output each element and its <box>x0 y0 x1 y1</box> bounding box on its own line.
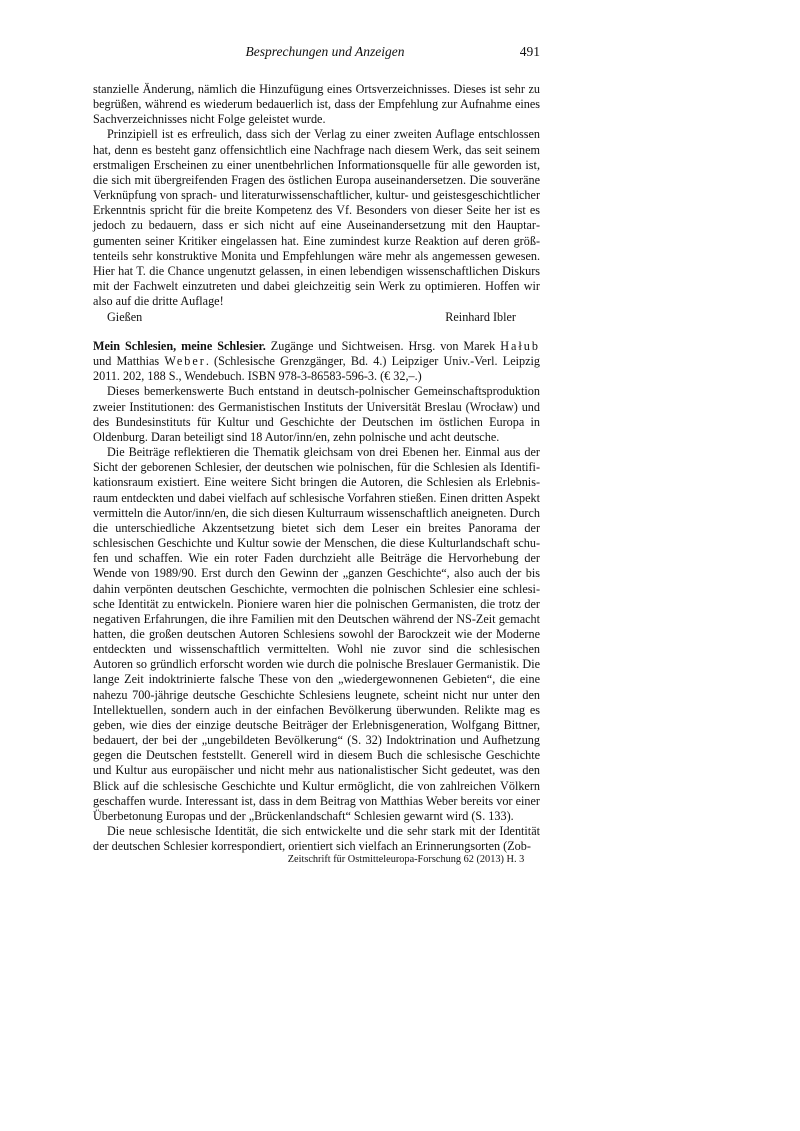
citation-text: und Matthias <box>93 354 165 369</box>
journal-footer: Zeitschrift für Ostmitteleuropa-Forschung 62 (2013) H. 3 <box>287 854 525 865</box>
review2-paragraph-3: Die neue schlesische Identität, die sich entwickelte und die sehr stark mit der Identität der deutschen Schlesier korrespondiert, orientiert sich vielfach an Erinnerungsorten (Zob- <box>93 824 540 854</box>
review-continuation <box>93 82 540 326</box>
review2-paragraph-1: Dieses bemerkenswerte Buch entstand in deutsch-polnischer Gemeinschaftsproduktion zweier Institutionen: des Germanistischen Instituts der Universität Breslau (Wrocław) und des Bundesinstituts für Kultur und Geschichte der Deutschen im östlichen Europa in Oldenburg. Daran beteiligt sind 18 Autor/inn/en, zehn polnische und acht deutsche. <box>93 384 540 444</box>
editor-surname: Hałub <box>500 339 540 353</box>
review-mein-schlesien <box>93 339 540 854</box>
review1-paragraph-2: Prinzipiell ist es erfreulich, dass sich der Verlag zu einer zweiten Auflage entschlossen hat, denn es besteht ganz offensichtlich eine Nachfrage nach diesem Werk, das seit seinem erstmaligen Erscheinen zu einer unentbehrlichen Informationsquelle für alle geworden ist, die sich mit übergreifenden Fragen des östlichen Europa auseinandersetzen. Die souveräne Verknüpfung von sprach- und literaturwissenschaftlicher, kultur- und geistesgeschichtlicher Erkenntnis spricht für die breite Kompetenz des Vf. Besonders von dieser Seite her ist es jedoch zu bedauern, dass er sich nicht auf eine Auseinandersetzung mit den Hauptargumenten seiner Kritiker eingelassen hat. Eine zumindest kurze Reaktion auf deren größtenteils sehr konstruktive Monita und Empfehlungen wäre mehr als angemessen gewesen. Hier hat T. die Chance ungenutzt gelassen, in einen lebendigen wissenschaftlichen Diskurs mit der Fachwelt einzutreten und dabei gleichzeitig sein Werk zu optimieren. Hoffen wir also auf die dritte Auflage! <box>93 127 540 309</box>
running-title: Besprechungen und Anzeigen <box>245 44 405 59</box>
editor-surname: Weber <box>164 354 206 369</box>
reviewer-place: Gießen <box>107 310 143 325</box>
running-header <box>110 44 540 66</box>
book-title: Mein Schlesien, meine Schlesier. <box>93 339 266 353</box>
review1-paragraph-1: stanzielle Änderung, nämlich die Hinzufügung eines Ortsverzeichnisses. Dieses ist sehr zu begrüßen, während es wiederum bedauerlich ist, dass der Empfehlung zur Aufnahme eines Sachverzeichnisses nicht Folge geleistet wurde. <box>93 82 540 127</box>
review2-paragraph-2: Die Beiträge reflektieren die Thematik gleichsam von drei Ebenen her. Einmal aus der Sicht der geborenen Schlesier, der deutschen wie polnischen, für die Schlesien als Identifikationsraum existiert. Eine weitere Sicht bringen die Autoren, die Schlesien als Erlebnisraum entdeckten und dabei vielfach auf schlesische Vorfahren stießen. Einen dritten Aspekt vermitteln die Autor/inn/en, die sich diesen Kulturraum wissenschaftlich aneigneten. Durch die unterschiedliche Akzentsetzung bietet sich dem Leser ein breites Panorama der schlesischen Geschichte und Kultur sowie der Menschen, die diese Kulturlandschaft schufen und schaffen. Wie ein roter Faden durchzieht alle Beiträge die Hervorhebung der Wende von 1989/90. Erst durch den Gewinn der „ganzen Geschichte“, also auch der bis dahin verpönten deutschen Geschichte, vermochten die polnischen Schlesier eine schlesische Identität zu entwickeln. Pioniere waren hier die polnischen Germanisten, die trotz der negativen Erfahrungen, die ihre Familien mit den Deutschen während der NS-Zeit gemacht hatten, die großen deutschen Autoren Schlesiens sowohl der Barockzeit wie der Moderne entdeckten und wissenschaftlich vermittelten. Wohl nie zuvor sind die schlesischen Autoren so gründlich erforscht worden wie durch die polnische Breslauer Germanistik. Die lange Zeit indoktrinierte falsche These von den „wiedergewonnenen Gebieten“, die eine nahezu 700-jährige deutsche Geschichte Schlesiens leugnete, scheint nicht nur unter den Intellektuellen, sondern auch in der einfachen Bevölkerung überwunden. Relikte mag es geben, wie dies der einzige deutsche Beiträger der Erlebnisgeneration, Wolfgang Bittner, bedauert, der bei der „ungebildeten Bevölkerung“ (S. 32) Indoktrination und Aufhetzung gegen die Deutschen feststellt. Generell wird in diesem Buch die schlesische Geschichte und Kultur aus europäischer und nicht mehr aus nationalistischer Sicht gedeutet, was den Blick auf die schlesische Geschichte und Kultur ermöglicht, die von zahlreichen Völkern geschaffen wurde. Interessant ist, dass in dem Beitrag von Matthias Weber bereits vor einer Überbetonung Europas und der „Brückenlandschaft“ Schlesien gewarnt wird (S. 133). <box>93 445 540 823</box>
citation-text: . (Schlesische Grenzgänger, Bd. 4.) Leipziger Univ.-Verl. Leipzig 2011. 202, 188 S., Wendebuch. ISBN 978-3-86583-596-3. (€ 32,–.) <box>93 354 540 384</box>
review1-signature <box>93 310 540 326</box>
book-citation <box>93 339 540 384</box>
page-number: 491 <box>519 44 540 59</box>
citation-text: Zugänge und Sichtweisen. Hrsg. von Marek <box>265 339 501 353</box>
reviewer-name: Reinhard Ibler <box>445 310 516 325</box>
